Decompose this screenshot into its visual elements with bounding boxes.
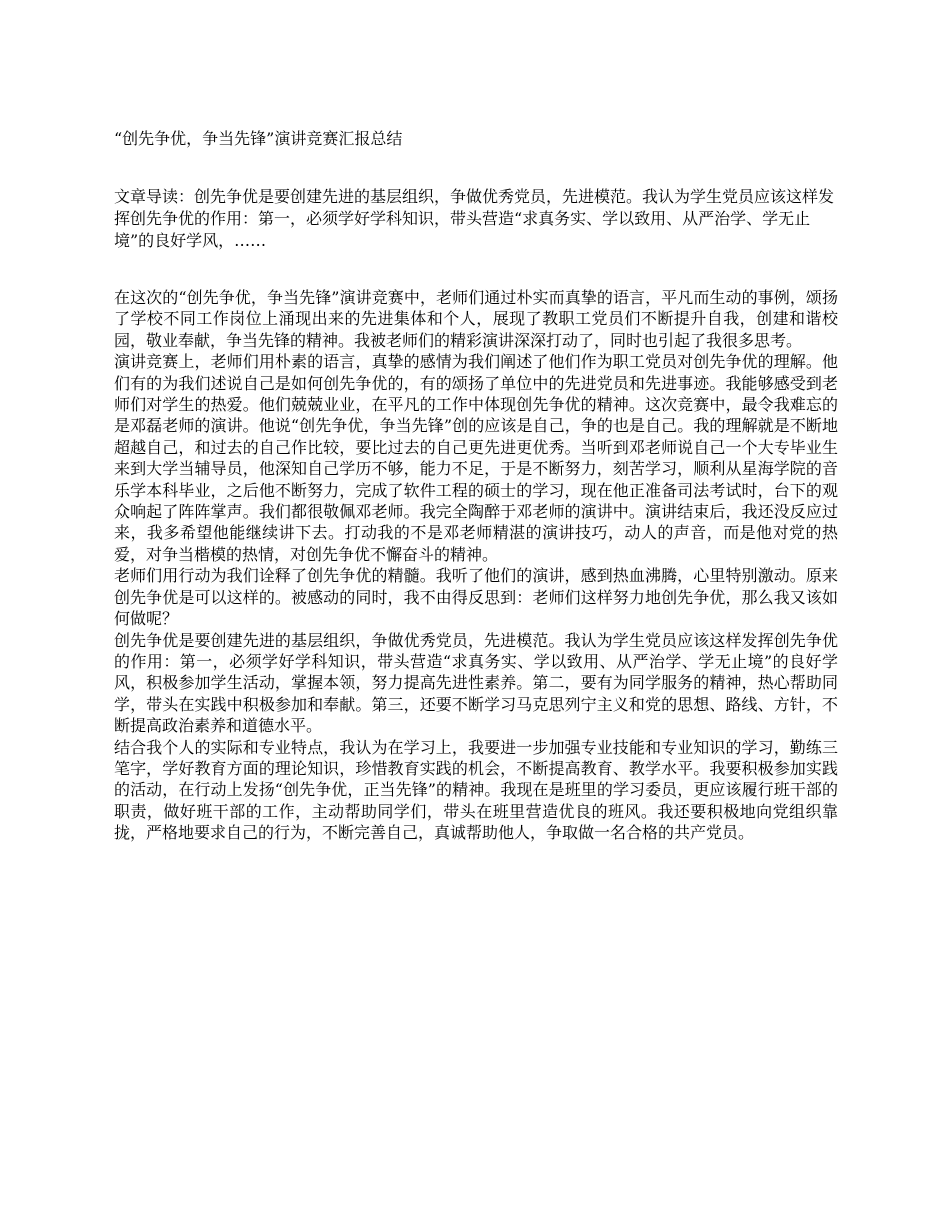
body-paragraph: 在这次的“创先争优，争当先锋”演讲竞赛中，老师们通过朴实而真挚的语言，平凡而生动的事例，颂扬了学校不同工作岗位上涌现出来的先进集体和个人，展现了教职工党员们不断提升自我，创建和谐校园，敬业奉献，争当先锋的精神。我被老师们的精彩演讲深深打动了，同时也引起了我很多思考。: [114, 288, 838, 350]
body-paragraph: 演讲竞赛上，老师们用朴素的语言，真挚的感情为我们阐述了他们作为职工党员对创先争优的理解。他们有的为我们述说自己是如何创先争优的，有的颂扬了单位中的先进党员和先进事迹。我能够感受到老师们对学生的热爱。他们兢兢业业，在平凡的工作中体现创先争优的精神。这次竞赛中，最令我难忘的是邓磊老师的演讲。他说“创先争优，争当先锋”创的应该是自己，争的也是自己。我的理解就是不断地超越自己，和过去的自己作比较，要比过去的自己更先进更优秀。当听到邓老师说自己一个大专毕业生来到大学当辅导员，他深知自己学历不够，能力不足，于是不断努力，刻苦学习，顺利从星海学院的音乐学本科毕业，之后他不断努力，完成了软件工程的硕士的学习，现在他正准备司法考试时，台下的观众响起了阵阵掌声。我们都很敬佩邓老师。我完全陶醉于邓老师的演讲中。演讲结束后，我还没反应过来，我多希望他能继续讲下去。打动我的不是邓老师精湛的演讲技巧，动人的声音，而是他对党的热爱，对争当楷模的热情，对创先争优不懈奋斗的精神。: [114, 352, 838, 564]
body-paragraph: 老师们用行动为我们诠释了创先争优的精髓。我听了他们的演讲，感到热血沸腾，心里特别激动。原来创先争优是可以这样的。被感动的同时，我不由得反思到：老师们这样努力地创先争优，那么我又该如何做呢？: [114, 566, 838, 629]
article-summary: 文章导读：创先争优是要创建先进的基层组织，争做优秀党员，先进模范。我认为学生党员应该这样发挥创先争优的作用：第一，必须学好学科知识，带头营造“求真务实、学以致用、从严治学、学无止境”的良好学风，……: [114, 187, 835, 250]
body-paragraph: 结合我个人的实际和专业特点，我认为在学习上，我要进一步加强专业技能和专业知识的学习，勤练三笔字，学好教育方面的理论知识，珍惜教育实践的机会，不断提高教育、教学水平。我要积极参加实践的活动，在行动上发扬“创先争优，正当先锋”的精神。我现在是班里的学习委员，更应该履行班干部的职责，做好班干部的工作，主动帮助同学们，带头在班里营造优良的班风。我还要积极地向党组织靠拢，严格地要求自己的行为，不断完善自己，真诚帮助他人，争取做一名合格的共产党员。: [114, 737, 838, 843]
article-body: [114, 287, 838, 844]
body-paragraph: 创先争优是要创建先进的基层组织，争做优秀党员，先进模范。我认为学生党员应该这样发挥创先争优的作用：第一，必须学好学科知识，带头营造“求真务实、学以致用、从严治学、学无止境”的良好学风，积极参加学生活动，掌握本领，努力提高先进性素养。第二，要有为同学服务的精神，热心帮助同学，带头在实践中积极参加和奉献。第三，还要不断学习马克思列宁主义和党的思想、路线、方针，不断提高政治素养和道德水平。: [114, 630, 838, 736]
document-title: “创先争优，争当先锋”演讲竞赛汇报总结: [114, 129, 403, 148]
